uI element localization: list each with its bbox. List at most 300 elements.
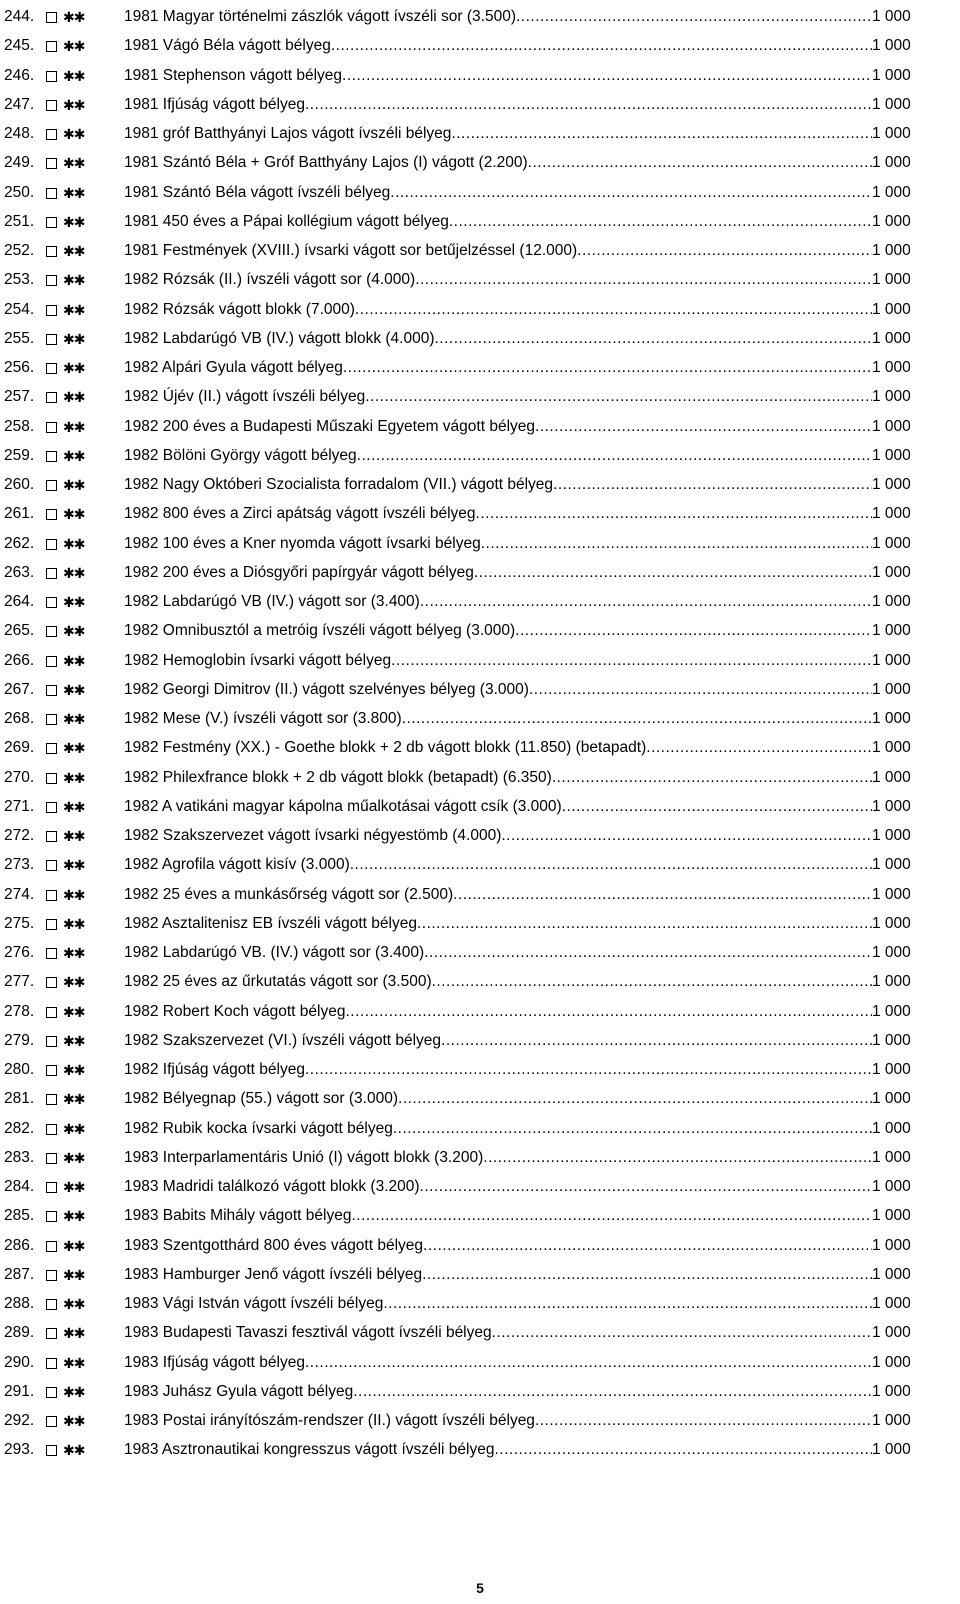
dot-leader — [390, 178, 872, 208]
dot-leader — [516, 2, 872, 32]
dot-leader — [422, 1260, 872, 1290]
catalog-row — [0, 1201, 960, 1231]
item-number: 254. — [4, 300, 35, 318]
item-number: 292. — [4, 1412, 35, 1429]
dot-leader — [474, 558, 872, 588]
checkbox-square-icon — [46, 1241, 57, 1252]
item-description: 1982 Hemoglobin ívsarki vágott bélyeg — [124, 651, 392, 669]
item-description: 1982 800 éves a Zirci apátság vágott ívszéli bélyeg — [124, 505, 476, 523]
item-description: 1981 Ifjúság vágott bélyeg — [124, 95, 305, 113]
item-description: 1982 Agrofila vágott kisív (3.000) — [124, 856, 350, 874]
double-star-icon: ✱✱ — [63, 1325, 85, 1342]
dot-leader — [357, 441, 872, 471]
checkbox-square-icon — [46, 451, 57, 462]
checkbox-square-icon — [46, 1416, 57, 1427]
double-star-icon: ✱✱ — [63, 360, 85, 376]
item-number: 291. — [4, 1382, 35, 1400]
item-price: 1 000 — [872, 388, 911, 406]
catalog-row — [0, 1406, 960, 1436]
item-price: 1 000 — [872, 651, 911, 669]
checkbox-square-icon — [46, 714, 57, 725]
double-star-icon: ✱✱ — [63, 1208, 85, 1225]
item-price: 1 000 — [872, 1119, 911, 1137]
catalog-row — [0, 295, 960, 325]
item-description-line — [124, 31, 872, 61]
catalog-row — [0, 236, 960, 266]
item-description: 1982 Bölöni György vágott bélyeg — [124, 446, 357, 464]
dot-leader — [350, 850, 872, 880]
item-description-line — [124, 850, 872, 880]
item-description-line — [124, 1055, 872, 1085]
dot-leader — [305, 1348, 872, 1378]
item-description-line — [124, 997, 872, 1027]
item-price: 1 000 — [872, 1090, 911, 1108]
checkbox-square-icon — [46, 1124, 57, 1135]
item-price: 1 000 — [872, 271, 911, 289]
dot-leader — [492, 1318, 872, 1348]
item-price: 1 000 — [872, 1353, 911, 1371]
checkbox-square-icon — [46, 802, 57, 813]
checkbox-square-icon — [46, 948, 57, 959]
catalog-row — [0, 1143, 960, 1173]
item-description-line — [124, 1231, 872, 1261]
item-number: 277. — [4, 973, 35, 991]
checkbox-square-icon — [46, 188, 57, 199]
item-description: 1981 450 éves a Pápai kollégium vágott bélyeg — [124, 212, 449, 230]
item-number: 248. — [4, 125, 35, 142]
dot-leader — [435, 324, 873, 354]
item-description: 1982 Festmény (XX.) - Goethe blokk + 2 db vágott blokk (11.850) (betapadt) — [124, 739, 647, 757]
checkbox-square-icon — [46, 568, 57, 579]
item-description-line — [124, 178, 872, 208]
item-price: 1 000 — [872, 1295, 911, 1312]
checkbox-square-icon — [46, 275, 57, 286]
catalog-row — [0, 821, 960, 851]
dot-leader — [528, 148, 872, 178]
item-price: 1 000 — [872, 1178, 911, 1195]
item-price: 1 000 — [872, 797, 911, 815]
item-number: 255. — [4, 329, 35, 347]
catalog-row — [0, 1084, 960, 1114]
catalog-row — [0, 178, 960, 208]
item-description-line — [124, 1289, 872, 1319]
double-star-icon: ✱✱ — [63, 1354, 85, 1371]
catalog-row — [0, 1435, 960, 1465]
catalog-row — [0, 1172, 960, 1202]
item-number: 283. — [4, 1148, 35, 1166]
item-price: 1 000 — [872, 856, 911, 874]
item-number: 266. — [4, 651, 35, 669]
catalog-row — [0, 31, 960, 61]
item-description-line — [124, 529, 872, 559]
dot-leader — [420, 1172, 872, 1202]
item-description-line — [124, 1143, 872, 1173]
double-star-icon: ✱✱ — [63, 681, 85, 698]
dot-leader — [417, 909, 872, 939]
dot-leader — [355, 295, 872, 325]
dot-leader — [449, 207, 872, 237]
item-description-line — [124, 236, 872, 266]
item-number: 270. — [4, 768, 35, 786]
double-star-icon: ✱✱ — [63, 9, 85, 25]
dot-leader — [331, 31, 872, 61]
dot-leader — [577, 236, 872, 266]
item-description: 1981 gróf Batthyányi Lajos vágott ívszéli bélyeg — [124, 125, 452, 142]
dot-leader — [343, 353, 872, 383]
checkbox-square-icon — [46, 860, 57, 871]
catalog-row — [0, 880, 960, 910]
catalog-row — [0, 265, 960, 295]
catalog-row — [0, 763, 960, 793]
item-number: 290. — [4, 1353, 35, 1371]
dot-leader — [365, 382, 872, 412]
dot-leader — [453, 880, 872, 910]
catalog-row — [0, 2, 960, 32]
item-description-line — [124, 1114, 872, 1144]
item-price: 1 000 — [872, 1412, 911, 1429]
checkbox-square-icon — [46, 129, 57, 140]
dot-leader — [562, 792, 872, 822]
dot-leader — [535, 412, 872, 442]
item-description: 1983 Budapesti Tavaszi fesztivál vágott ívszéli bélyeg — [124, 1324, 492, 1342]
item-description: 1981 Stephenson vágott bélyeg — [124, 66, 343, 84]
item-description: 1982 Ifjúság vágott bélyeg — [124, 1061, 305, 1078]
item-description: 1982 25 éves az űrkutatás vágott sor (3.500) — [124, 973, 432, 991]
double-star-icon: ✱✱ — [63, 184, 85, 201]
item-description: 1981 Festmények (XVIII.) ívsarki vágott sor betűjelzéssel (12.000) — [124, 242, 578, 259]
double-star-icon: ✱✱ — [63, 623, 85, 640]
item-description-line — [124, 1260, 872, 1290]
checkbox-square-icon — [46, 1270, 57, 1281]
double-star-icon: ✱✱ — [63, 974, 85, 991]
catalog-row — [0, 499, 960, 529]
item-description: 1983 Hamburger Jenő vágott ívszéli bélyeg — [124, 1265, 423, 1283]
dot-leader — [553, 470, 872, 500]
item-description-line — [124, 675, 872, 705]
item-description: 1982 Philexfrance blokk + 2 db vágott blokk (betapadt) (6.350) — [124, 768, 552, 786]
item-price: 1 000 — [872, 1207, 911, 1225]
item-number: 280. — [4, 1061, 35, 1078]
checkbox-square-icon — [46, 626, 57, 637]
checkbox-square-icon — [46, 1299, 57, 1310]
item-price: 1 000 — [872, 8, 911, 25]
dot-leader — [393, 1114, 872, 1144]
item-description-line — [124, 821, 872, 851]
checkbox-square-icon — [46, 217, 57, 228]
item-number: 272. — [4, 827, 35, 844]
item-description: 1982 Asztalitenisz EB ívszéli vágott bélyeg — [124, 914, 417, 932]
dot-leader — [345, 997, 872, 1027]
page-number: 5 — [476, 1580, 484, 1596]
item-description: 1982 100 éves a Kner nyomda vágott ívsarki bélyeg — [124, 534, 481, 552]
item-description: 1982 Szakszervezet (VI.) ívszéli vágott bélyeg — [124, 1031, 442, 1049]
item-description: 1982 Újév (II.) vágott ívszéli bélyeg — [124, 388, 366, 406]
item-number: 269. — [4, 739, 35, 757]
catalog-row — [0, 1348, 960, 1378]
catalog-row — [0, 1026, 960, 1056]
dot-leader — [383, 1289, 872, 1319]
item-number: 273. — [4, 856, 35, 874]
checkbox-square-icon — [46, 656, 57, 667]
item-number: 289. — [4, 1324, 35, 1342]
double-star-icon: ✱✱ — [63, 711, 85, 727]
item-description: 1981 Magyar történelmi zászlók vágott ívszéli sor (3.500) — [124, 8, 516, 25]
double-star-icon: ✱✱ — [63, 915, 85, 932]
item-price: 1 000 — [872, 1002, 911, 1020]
item-price: 1 000 — [872, 563, 911, 581]
double-star-icon: ✱✱ — [63, 272, 85, 289]
item-price: 1 000 — [872, 476, 911, 493]
item-description: 1982 Rózsák (II.) ívszéli vágott sor (4.000) — [124, 271, 416, 289]
double-star-icon: ✱✱ — [63, 330, 85, 347]
item-description: 1982 Labdarúgó VB (IV.) vágott blokk (4.000) — [124, 329, 435, 347]
item-description: 1982 Omnibusztól a metróig ívszéli vágott bélyeg (3.000) — [124, 622, 516, 640]
item-price: 1 000 — [872, 768, 911, 786]
double-star-icon: ✱✱ — [63, 243, 85, 259]
item-description-line — [124, 733, 872, 763]
double-star-icon: ✱✱ — [63, 1062, 85, 1078]
catalog-row — [0, 558, 960, 588]
item-number: 253. — [4, 271, 35, 289]
dot-leader — [529, 675, 872, 705]
item-description: 1982 Labdarúgó VB. (IV.) vágott sor (3.400) — [124, 944, 425, 961]
item-description-line — [124, 412, 872, 442]
dot-leader — [451, 119, 872, 149]
dot-leader — [424, 938, 872, 968]
item-description: 1983 Juhász Gyula vágott bélyeg — [124, 1382, 354, 1400]
item-number: 286. — [4, 1236, 35, 1254]
item-price: 1 000 — [872, 1324, 911, 1342]
item-description-line — [124, 90, 872, 120]
item-price: 1 000 — [872, 710, 911, 727]
item-price: 1 000 — [872, 329, 911, 347]
item-price: 1 000 — [872, 622, 911, 640]
dot-leader — [535, 1406, 872, 1436]
double-star-icon: ✱✱ — [63, 594, 85, 610]
item-price: 1 000 — [872, 300, 911, 318]
item-description-line — [124, 967, 872, 997]
item-price: 1 000 — [872, 827, 911, 844]
item-price: 1 000 — [872, 593, 911, 610]
item-number: 260. — [4, 476, 35, 493]
item-number: 278. — [4, 1002, 35, 1020]
dot-leader — [353, 1377, 872, 1407]
item-number: 287. — [4, 1265, 35, 1283]
item-number: 285. — [4, 1207, 35, 1225]
item-number: 244. — [4, 8, 35, 25]
dot-leader — [483, 1143, 872, 1173]
checkbox-square-icon — [46, 1358, 57, 1369]
item-description-line — [124, 2, 872, 32]
item-number: 246. — [4, 66, 35, 84]
item-price: 1 000 — [872, 66, 911, 84]
item-number: 271. — [4, 797, 35, 815]
double-star-icon: ✱✱ — [63, 506, 85, 523]
catalog-row — [0, 967, 960, 997]
item-description-line — [124, 441, 872, 471]
item-number: 245. — [4, 37, 35, 55]
dot-leader — [646, 733, 872, 763]
item-number: 262. — [4, 534, 35, 552]
double-star-icon: ✱✱ — [63, 652, 85, 669]
item-price: 1 000 — [872, 914, 911, 932]
item-description-line — [124, 207, 872, 237]
checkbox-square-icon — [46, 1094, 57, 1105]
item-number: 259. — [4, 446, 35, 464]
item-description-line — [124, 295, 872, 325]
catalog-row — [0, 616, 960, 646]
catalog-row — [0, 1114, 960, 1144]
checkbox-square-icon — [46, 480, 57, 491]
catalog-row — [0, 1377, 960, 1407]
double-star-icon: ✱✱ — [63, 828, 85, 844]
double-star-icon: ✱✱ — [63, 1179, 85, 1195]
double-star-icon: ✱✱ — [63, 1383, 85, 1400]
item-price: 1 000 — [872, 125, 911, 142]
checkbox-square-icon — [46, 100, 57, 111]
catalog-row — [0, 792, 960, 822]
item-number: 256. — [4, 359, 35, 376]
checkbox-square-icon — [46, 41, 57, 52]
dot-leader — [402, 704, 872, 734]
double-star-icon: ✱✱ — [63, 301, 85, 318]
checkbox-square-icon — [46, 1445, 57, 1456]
catalog-row — [0, 1289, 960, 1319]
item-description: 1982 200 éves a Budapesti Műszaki Egyetem vágott bélyeg — [124, 417, 536, 435]
double-star-icon: ✱✱ — [63, 945, 85, 961]
item-description-line — [124, 1377, 872, 1407]
item-number: 263. — [4, 563, 35, 581]
item-price: 1 000 — [872, 1265, 911, 1283]
checkbox-square-icon — [46, 422, 57, 433]
double-star-icon: ✱✱ — [63, 857, 85, 874]
item-description: 1983 Asztronautikai kongresszus vágott ívszéli bélyeg — [124, 1441, 495, 1459]
checkbox-square-icon — [46, 1211, 57, 1222]
checkbox-square-icon — [46, 246, 57, 257]
item-price: 1 000 — [872, 212, 911, 230]
item-description-line — [124, 938, 872, 968]
item-number: 284. — [4, 1178, 35, 1195]
item-description: 1982 Szakszervezet vágott ívsarki négyestömb (4.000) — [124, 827, 502, 844]
item-description: 1983 Interparlamentáris Unió (I) vágott blokk (3.200) — [124, 1148, 484, 1166]
item-number: 264. — [4, 593, 35, 610]
item-number: 279. — [4, 1031, 35, 1049]
item-description: 1982 Bélyegnap (55.) vágott sor (3.000) — [124, 1090, 399, 1108]
item-number: 265. — [4, 622, 35, 640]
item-price: 1 000 — [872, 1148, 911, 1166]
checkbox-square-icon — [46, 305, 57, 316]
double-star-icon: ✱✱ — [63, 1149, 85, 1166]
item-description: 1982 Georgi Dimitrov (II.) vágott szelvényes bélyeg (3.000) — [124, 680, 529, 698]
item-number: 282. — [4, 1119, 35, 1137]
double-star-icon: ✱✱ — [63, 38, 85, 55]
catalog-row — [0, 119, 960, 149]
dot-leader — [552, 763, 872, 793]
dot-leader — [342, 61, 872, 91]
item-description-line — [124, 61, 872, 91]
catalog-row — [0, 646, 960, 676]
item-description-line — [124, 1406, 872, 1436]
item-price: 1 000 — [872, 417, 911, 435]
checkbox-square-icon — [46, 743, 57, 754]
item-number: 288. — [4, 1295, 35, 1312]
checkbox-square-icon — [46, 12, 57, 23]
catalog-row — [0, 1231, 960, 1261]
dot-leader — [501, 821, 872, 851]
catalog-row — [0, 470, 960, 500]
checkbox-square-icon — [46, 334, 57, 345]
dot-leader — [415, 265, 872, 295]
item-price: 1 000 — [872, 944, 911, 961]
item-number: 247. — [4, 95, 35, 113]
item-number: 281. — [4, 1090, 35, 1108]
dot-leader — [495, 1435, 873, 1465]
item-price: 1 000 — [872, 534, 911, 552]
item-number: 274. — [4, 885, 35, 903]
item-description-line — [124, 1084, 872, 1114]
catalog-row — [0, 1260, 960, 1290]
item-description-line — [124, 909, 872, 939]
item-description: 1982 Rubik kocka ívsarki vágott bélyeg — [124, 1119, 393, 1137]
item-description-line — [124, 324, 872, 354]
item-price: 1 000 — [872, 1061, 911, 1078]
checkbox-square-icon — [46, 509, 57, 520]
item-number: 261. — [4, 505, 35, 523]
dot-leader — [391, 646, 872, 676]
item-description-line — [124, 704, 872, 734]
dot-leader — [441, 1026, 872, 1056]
item-description: 1981 Vágó Béla vágott bélyeg — [124, 37, 331, 55]
item-number: 251. — [4, 212, 35, 230]
checkbox-square-icon — [46, 71, 57, 82]
double-star-icon: ✱✱ — [63, 389, 85, 406]
checkbox-square-icon — [46, 1328, 57, 1339]
double-star-icon: ✱✱ — [63, 1091, 85, 1108]
catalog-row — [0, 938, 960, 968]
dot-leader — [476, 499, 872, 529]
item-number: 268. — [4, 710, 35, 727]
catalog-row — [0, 382, 960, 412]
double-star-icon: ✱✱ — [63, 155, 85, 172]
item-number: 267. — [4, 680, 35, 698]
checkbox-square-icon — [46, 1036, 57, 1047]
checkbox-square-icon — [46, 1387, 57, 1398]
item-number: 252. — [4, 242, 35, 259]
item-price: 1 000 — [872, 183, 911, 201]
checkbox-square-icon — [46, 392, 57, 403]
double-star-icon: ✱✱ — [63, 96, 85, 113]
checkbox-square-icon — [46, 1153, 57, 1164]
double-star-icon: ✱✱ — [63, 740, 85, 757]
item-price: 1 000 — [872, 739, 911, 757]
catalog-row — [0, 850, 960, 880]
dot-leader — [515, 616, 872, 646]
checkbox-square-icon — [46, 539, 57, 550]
catalog-row — [0, 207, 960, 237]
item-description: 1982 25 éves a munkásőrség vágott sor (2.500) — [124, 885, 454, 903]
checkbox-square-icon — [46, 363, 57, 374]
item-price: 1 000 — [872, 95, 911, 113]
double-star-icon: ✱✱ — [63, 886, 85, 903]
catalog-row — [0, 441, 960, 471]
item-description: 1982 Robert Koch vágott bélyeg — [124, 1002, 346, 1020]
item-description-line — [124, 792, 872, 822]
catalog-row — [0, 909, 960, 939]
dot-leader — [481, 529, 872, 559]
item-description: 1982 Alpári Gyula vágott bélyeg — [124, 359, 343, 376]
item-number: 276. — [4, 944, 35, 961]
item-description-line — [124, 616, 872, 646]
